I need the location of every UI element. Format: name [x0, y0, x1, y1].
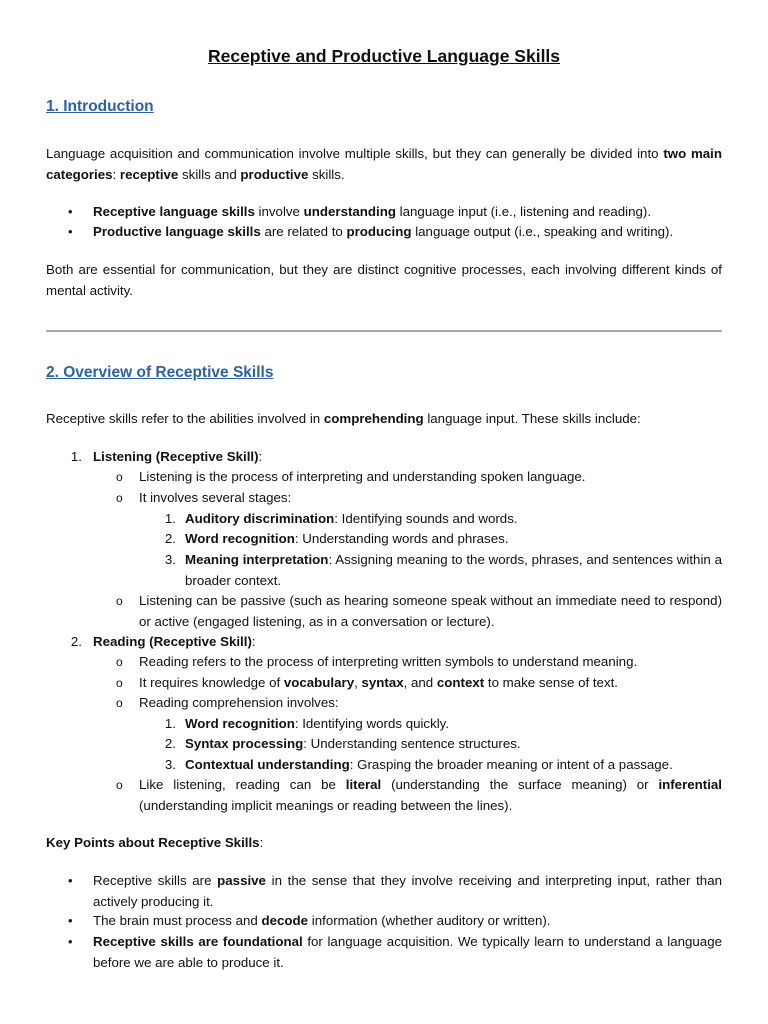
intro-paragraph-1: [46, 144, 722, 185]
stage-item: [46, 509, 722, 530]
stage-item: [46, 714, 722, 735]
intro-paragraph-2: Both are essential for communication, but they are distinct cognitive processes, each involving different kinds of mental activity.: [46, 262, 722, 298]
bold-run: Auditory discrimination: [185, 511, 335, 526]
bold-run: vocabulary: [283, 675, 355, 690]
bold-run: syntax: [361, 675, 404, 690]
text-run: to make sense of text.: [484, 675, 618, 690]
sub-list-item: [46, 673, 722, 694]
bold-run: two main categories: [46, 146, 722, 182]
circle-bullet-icon: o: [116, 696, 123, 710]
overview-paragraph: [46, 409, 722, 430]
list-item: [46, 932, 722, 973]
text-run: (understanding implicit meanings or reading between the lines).: [139, 797, 513, 813]
bold-run: Productive language skills: [93, 224, 261, 239]
text-run: : Understanding sentence structures.: [303, 736, 521, 751]
text-run: Receptive skills are: [93, 873, 218, 888]
text-run: : Grasping the broader meaning or intent of a passage.: [349, 757, 673, 772]
bold-run: context: [436, 675, 485, 690]
text-run: : Identifying words quickly.: [294, 716, 450, 731]
text-run: in the sense that they involve receiving and interpreting input, rather than actively producing it.: [93, 873, 722, 909]
list-number: 1.: [70, 449, 82, 464]
bullet-icon: •: [68, 204, 73, 219]
list-number: 3.: [164, 552, 176, 567]
stage-item: [46, 734, 722, 755]
section-divider: [46, 330, 722, 332]
bold-run: Reading (Receptive Skill): [93, 634, 252, 649]
bold-run: Listening (Receptive Skill): [93, 449, 259, 464]
circle-bullet-icon: o: [116, 470, 123, 484]
sub-list-item: [46, 467, 722, 488]
sub-list-item: [46, 652, 722, 673]
text-run: language output (i.e., speaking and writing).: [411, 224, 674, 239]
text-run: information (whether auditory or written).: [308, 913, 551, 928]
list-number: 2.: [164, 736, 176, 751]
bold-run: productive: [240, 166, 309, 182]
sub-item-text: It involves several stages:: [139, 490, 292, 505]
stage-item: [46, 755, 722, 776]
list-number: 2.: [70, 634, 82, 649]
text-run: :: [259, 835, 264, 850]
list-item: [46, 222, 722, 243]
bold-run: Contextual understanding: [185, 757, 350, 772]
text-run: : Identifying sounds and words.: [334, 511, 518, 526]
sub-list-item: [46, 775, 722, 816]
text-run: :: [251, 634, 256, 649]
text-run: : Assigning meaning to the words, phrases, and sentences within a broader context.: [185, 552, 722, 588]
stage-item: [46, 550, 722, 591]
sub-list-item: [46, 693, 722, 714]
bold-run: Receptive skills are foundational: [93, 934, 303, 949]
bullet-icon: •: [68, 913, 73, 928]
bullet-icon: •: [68, 224, 73, 239]
list-item: [46, 911, 722, 932]
circle-bullet-icon: o: [116, 655, 123, 669]
list-number: 1.: [164, 716, 176, 731]
list-number: 3.: [164, 757, 176, 772]
text-run: :: [258, 449, 263, 464]
sub-list-item: [46, 591, 722, 632]
sub-item-text: Reading refers to the process of interpreting written symbols to understand meaning.: [139, 654, 638, 669]
circle-bullet-icon: o: [116, 676, 123, 690]
text-run: , and: [403, 675, 437, 690]
text-run: language input. These skills include:: [423, 411, 641, 426]
list-number: 2.: [164, 531, 176, 546]
text-run: skills and: [178, 166, 241, 182]
bullet-icon: •: [68, 934, 73, 949]
text-run: The brain must process and: [93, 913, 262, 928]
text-run: :: [112, 166, 120, 182]
circle-bullet-icon: o: [116, 491, 123, 505]
list-item: [46, 871, 722, 912]
bold-run: literal: [345, 777, 382, 792]
text-run: : Understanding words and phrases.: [294, 531, 509, 546]
text-run: for language acquisition. We typically learn to understand a language before we are able to produce it.: [93, 934, 722, 970]
list-item: [46, 202, 722, 223]
text-run: (understanding the surface meaning) or: [381, 777, 659, 792]
bold-run: Meaning interpretation: [185, 552, 329, 567]
bold-run: producing: [346, 224, 412, 239]
circle-bullet-icon: o: [116, 594, 123, 608]
bold-run: Syntax processing: [185, 736, 304, 751]
text-run: Receptive skills refer to the abilities involved in: [46, 411, 324, 426]
bold-run: Word recognition: [185, 716, 295, 731]
text-run: involve: [254, 204, 304, 219]
sub-item-text: Listening is the process of interpreting and understanding spoken language.: [139, 469, 586, 484]
text-run: It requires knowledge of: [139, 675, 284, 690]
bold-run: Word recognition: [185, 531, 295, 546]
text-run: Like listening, reading can be: [139, 777, 346, 792]
document-title: Receptive and Productive Language Skills: [207, 46, 561, 66]
bold-run: Key Points about Receptive Skills: [46, 835, 260, 850]
bold-run: Receptive language skills: [93, 204, 255, 219]
list-number: 1.: [164, 511, 176, 526]
list-item-reading: [46, 632, 722, 653]
intro-heading: 1. Introduction: [46, 98, 154, 115]
sub-list-item: [46, 488, 722, 509]
stage-item: [46, 529, 722, 550]
bold-run: comprehending: [323, 411, 424, 426]
bold-run: passive: [217, 873, 266, 888]
bold-run: understanding: [303, 204, 396, 219]
sub-item-text: Reading comprehension involves:: [139, 695, 339, 710]
sub-item-text: Listening can be passive (such as hearing someone speak without an immediate need to respond) or active (engaged listening, as in a conversation or lecture).: [139, 593, 722, 629]
text-run: language input (i.e., listening and reading).: [395, 204, 652, 219]
list-item-listening: [46, 447, 722, 468]
bold-run: decode: [261, 913, 309, 928]
key-points-heading: [46, 833, 263, 854]
text-run: are related to: [260, 224, 347, 239]
bold-run: receptive: [119, 166, 179, 182]
bullet-icon: •: [68, 873, 73, 888]
overview-heading: 2. Overview of Receptive Skills: [46, 364, 274, 381]
text-run: skills.: [308, 166, 345, 182]
text-run: ,: [354, 675, 362, 690]
text-run: Language acquisition and communication involve multiple skills, but they can generally be divided into: [46, 146, 664, 161]
circle-bullet-icon: o: [116, 778, 123, 792]
bold-run: inferential: [658, 777, 722, 792]
